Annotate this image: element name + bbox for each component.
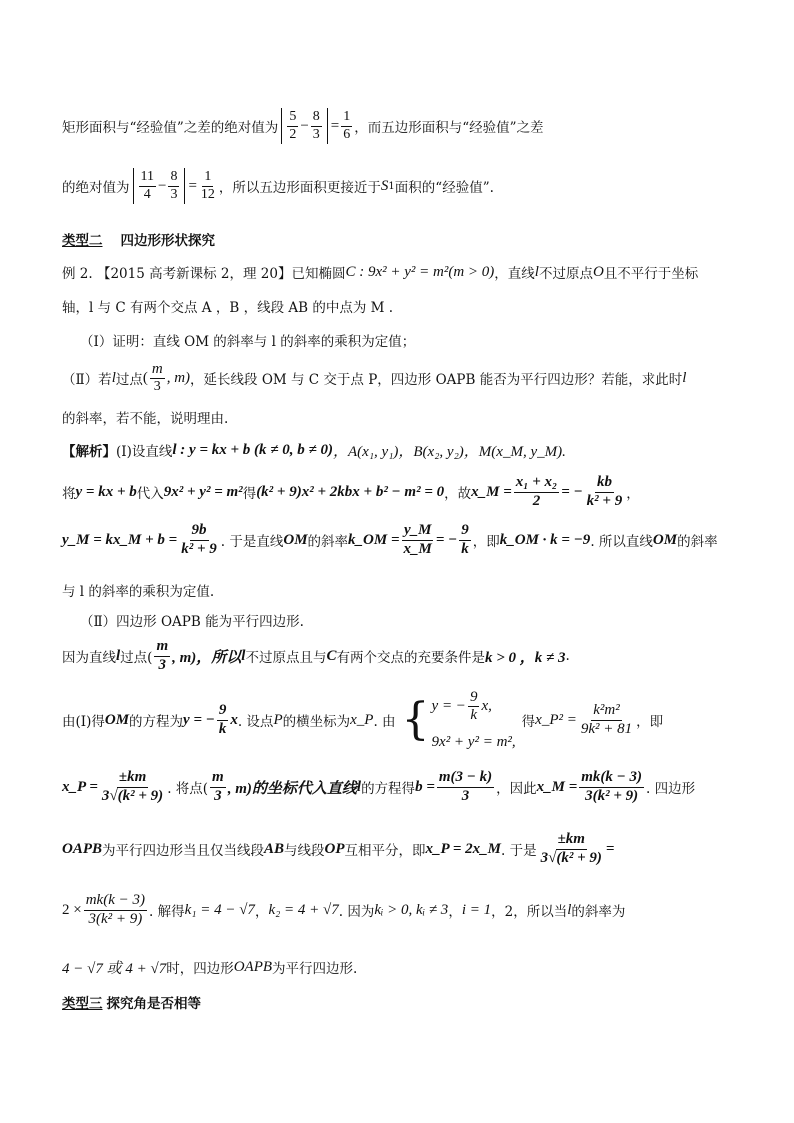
fraction — [437, 769, 494, 805]
math-part: m(3 − k) — [437, 769, 494, 787]
math-expression: x_P = — [62, 778, 98, 795]
text: 例 2. 【2015 高考新课标 2，理 20】已知椭圆 — [62, 266, 346, 282]
math-expression: C : 9x² + y² = m²(m > 0) — [345, 263, 495, 280]
text: ， — [254, 904, 269, 920]
math-part: k² + 9 — [586, 492, 623, 509]
math-part: x₁ + x₂ — [514, 474, 560, 492]
math-expression: ，A(x₁, y₁)，B(x₂, y₂)，M(x_M, y_M). — [333, 443, 566, 460]
math-expression: x_M = — [536, 778, 578, 795]
math-part: m — [150, 361, 165, 379]
text: 时，四边形 — [166, 961, 234, 977]
math-part: 1 — [341, 109, 352, 126]
text: 互相平分，即 — [344, 843, 426, 859]
text-line-13 — [62, 636, 744, 676]
fraction — [459, 522, 471, 558]
text-line-8 — [62, 440, 744, 460]
text-line-5 — [80, 330, 744, 350]
fraction — [139, 169, 156, 202]
text: ，所以五边形面积更接近于 — [218, 180, 381, 196]
math-symbol: x — [230, 711, 238, 728]
math-expression: y_M = kx_M + b = — [62, 531, 178, 548]
fraction — [402, 522, 434, 558]
fraction — [468, 689, 480, 725]
text: 得 — [521, 714, 536, 730]
text: . 所以直线 — [590, 534, 653, 550]
math-part: 9b — [190, 522, 209, 540]
math-expression: (k² + 9)x² + 2kbx + b² − m² = 0 — [256, 483, 445, 500]
math-expression: = − — [435, 531, 458, 548]
math-part: k — [218, 720, 227, 737]
text-line-10 — [62, 520, 744, 560]
math-symbol: l — [241, 647, 246, 664]
text-line-3 — [62, 262, 744, 282]
math-expression: k_OM · k = −9 — [499, 531, 591, 548]
text-line-6: （Ⅱ）若 l 过点 ( $\frac{m}{3}$ , m) ，延长线段 OM 与 C 交于点 P，四边形 OAPB 能否为平行四边形？若能，求此时 l — [62, 360, 687, 395]
fraction — [210, 769, 226, 805]
text: ，而五边形面积与“经验值”之差 — [354, 120, 544, 136]
text-line-1: 矩形面积与“经验值”之差的绝对值为 $\frac{5}{2}$ − $\frac{8}{3}$ = $\frac{1}{6}$ ，而五边形面积与“经验值”之差 — [62, 106, 744, 146]
math-symbol: OM — [652, 531, 678, 548]
math-part: x, — [481, 698, 492, 714]
math-part: m — [154, 638, 170, 656]
fraction — [579, 702, 634, 738]
text: 为平行四边形. — [272, 961, 358, 977]
math-expression: k > 0 ，k ≠ 3 — [484, 649, 566, 666]
text: 因为直线 — [62, 650, 116, 666]
math-expression: b = — [415, 778, 435, 795]
math-expression: kᵢ > 0, kᵢ ≠ 3 — [374, 901, 449, 918]
text-line-11 — [62, 580, 744, 600]
math-symbol: l — [567, 901, 572, 918]
section-heading-type-3 — [62, 992, 744, 1012]
math-expression: x_M = — [471, 483, 512, 500]
text: 的斜率 — [677, 534, 718, 550]
math-part: 3 — [158, 656, 167, 673]
text: 与 l 的斜率的乘积为定值. — [62, 584, 215, 600]
math-symbol: O — [592, 263, 604, 280]
math-part: 2 — [289, 126, 297, 142]
math-part: { — [401, 694, 430, 745]
fraction — [84, 892, 147, 928]
text: 得 — [242, 486, 257, 502]
text: （Ⅰ）证明：直线 OM 的斜率与 l 的斜率的乘积为定值； — [80, 334, 416, 350]
text-line-9 — [62, 472, 744, 512]
text: . 解得 — [148, 904, 185, 920]
fraction — [150, 361, 165, 395]
math-part: 3 — [312, 126, 320, 142]
section-title: 探究角是否相等 — [106, 996, 201, 1012]
text: . — [565, 648, 570, 664]
text: 的绝对值为 — [62, 180, 130, 196]
math-expression: 9x² + y² = m² — [163, 483, 243, 500]
math-part: 3 — [153, 379, 161, 395]
text: 矩形面积与“经验值”之差的绝对值为 — [62, 120, 279, 136]
math-part: ±km — [117, 769, 148, 787]
math-expression: x_P² = — [535, 711, 577, 728]
text: . 将点( — [167, 781, 209, 797]
math-expression: 4 − √7 或 4 + √7 — [62, 960, 167, 977]
math-part: 3√(k² + 9) — [101, 787, 164, 804]
math-expression: y = kx + b — [75, 483, 137, 500]
fraction — [341, 109, 352, 142]
text-line-17 — [62, 888, 744, 932]
text: ，因此 — [496, 781, 537, 797]
math-part: 3 — [214, 787, 222, 804]
fraction — [100, 769, 165, 805]
text: ，直线 — [494, 266, 535, 282]
fraction — [168, 169, 179, 202]
text: ，2，所以当 — [491, 904, 568, 920]
math-part: 6 — [343, 126, 351, 142]
math-expression: k₂ = 4 + √7 — [268, 901, 339, 918]
math-part: 3(k² + 9) — [88, 910, 143, 927]
math-part: k — [461, 540, 469, 557]
section-type-label: 类型三 — [62, 996, 103, 1012]
math-expression: k₁ = 4 − √7 — [184, 901, 255, 918]
text: 的横坐标为 — [282, 714, 351, 730]
math-symbol: = — [605, 840, 615, 857]
text: . 四边形 — [646, 781, 696, 797]
text: . 设点 — [237, 714, 274, 730]
math-symbol: OAPB — [233, 958, 273, 975]
math-symbol: OM — [104, 711, 130, 728]
text: ，延长线段 OM 与 C 交于点 P，四边形 OAPB 能否为平行四边形？若能，求此时 — [190, 372, 683, 388]
text: 由(Ⅰ)得 — [62, 714, 105, 730]
math-part: 12 — [200, 186, 215, 202]
text: ， — [626, 486, 640, 502]
math-part: k — [470, 707, 478, 723]
fraction — [311, 109, 322, 142]
fraction — [585, 474, 625, 510]
math-symbol: OAPB — [62, 840, 103, 857]
math-part: mk(k − 3) — [579, 769, 644, 787]
text: （Ⅱ）四边形 OAPB 能为平行四边形. — [80, 614, 304, 630]
text: 为平行四边形当且仅当线段 — [102, 843, 265, 859]
fraction — [199, 169, 217, 202]
math-part: 3(k² + 9) — [585, 787, 639, 804]
math-symbol: OM — [283, 531, 308, 548]
text: . 于是 — [501, 843, 537, 859]
math-part: 5 — [287, 109, 298, 126]
math-part: 9 — [217, 702, 229, 720]
math-expression: , m) — [166, 369, 191, 386]
math-symbol: OP — [324, 840, 345, 857]
text: (Ⅰ)设直线 — [116, 444, 173, 460]
math-symbol: S — [380, 177, 389, 194]
text: 与线段 — [284, 843, 325, 859]
math-part: m — [210, 769, 226, 787]
math-part: 3 — [170, 186, 178, 202]
math-symbol: l — [682, 369, 687, 386]
math-expression: , m)的坐标代入直线 — [227, 780, 357, 797]
text: 将 — [62, 486, 76, 502]
text-line-2: 的绝对值为 $\frac{11}{4}$ − $\frac{8}{3}$ = $\frac{1}{12}$ ，所以五边形面积更接近于 S 1 面积的“经验值”. — [62, 166, 744, 206]
section-heading-type-2 — [62, 229, 744, 249]
math-expression: i = 1 — [461, 901, 492, 918]
math-expression: = − — [561, 483, 583, 500]
text-line-15 — [62, 765, 744, 809]
fraction — [579, 769, 644, 805]
fraction — [154, 638, 170, 674]
math-part — [432, 689, 516, 725]
fraction — [539, 831, 604, 867]
text: . 由 — [373, 714, 396, 730]
math-expression: , m)，所以 — [172, 649, 242, 666]
fraction — [514, 474, 560, 510]
math-part: 3 — [461, 787, 470, 804]
math-symbol: l — [534, 263, 539, 280]
math-part: x_M — [403, 540, 432, 557]
math-part: mk(k − 3) — [84, 892, 147, 910]
text: . 因为 — [338, 904, 375, 920]
text-line-14 — [62, 690, 744, 750]
math-expression: 2 × — [62, 901, 82, 918]
text-line-16 — [62, 827, 744, 871]
math-symbol: P — [273, 711, 283, 728]
math-expression: k_OM = — [348, 531, 400, 548]
math-symbol: AB — [264, 840, 285, 857]
math-part: 9k² + 81 — [580, 720, 633, 737]
math-part: 9 — [459, 522, 471, 540]
text: ，即 — [472, 534, 500, 550]
math-symbol: C — [326, 647, 337, 664]
math-part: 4 — [143, 186, 151, 202]
fraction — [287, 109, 298, 142]
text: 的斜率，若不能，说明理由. — [62, 411, 229, 427]
math-part: y = − — [431, 698, 466, 714]
text: （Ⅱ）若 — [62, 372, 112, 388]
absolute-value: $\frac{11}{4}$ − $\frac{8}{3}$ — [133, 168, 186, 203]
text-line-4 — [62, 296, 744, 316]
math-part: 2 — [532, 492, 541, 509]
fraction — [217, 702, 229, 738]
text-line-18 — [62, 955, 744, 979]
math-symbol: x_P — [350, 711, 374, 728]
section-title: 四边形形状探究 — [120, 233, 215, 249]
text: 不过原点 — [538, 266, 593, 282]
text: 轴，l 与 C 有两个交点 A ，B ，线段 AB 的中点为 M . — [62, 300, 394, 316]
math-part: 8 — [311, 109, 322, 126]
text: 的斜率为 — [571, 904, 626, 920]
math-part: y_M — [402, 522, 434, 540]
text: ， — [448, 904, 462, 920]
math-symbol: l — [116, 647, 121, 664]
math-part: 11 — [139, 169, 156, 186]
text: 有两个交点的充要条件是 — [336, 650, 485, 666]
math-expression: x_P = 2x_M — [425, 840, 502, 857]
math-expression: l : y = kx + b (k ≠ 0, b ≠ 0) — [172, 441, 333, 458]
text: . 于是直线 — [220, 534, 284, 550]
math-part: k² + 9 — [181, 540, 217, 557]
text: ，故 — [444, 486, 472, 502]
text: 过点 — [115, 372, 143, 388]
math-symbol: l — [111, 369, 116, 386]
math-part: ±km — [556, 831, 587, 849]
math-part: 1 — [202, 169, 213, 186]
math-part: 8 — [168, 169, 179, 186]
math-part: 9 — [468, 689, 480, 707]
text: 的斜率 — [307, 534, 349, 550]
text-line-7 — [62, 407, 744, 427]
math-symbol: l — [356, 778, 362, 795]
math-part: 3√(k² + 9) — [540, 849, 602, 866]
section-type-label: 类型二 — [62, 233, 103, 249]
text: 代入 — [136, 486, 164, 502]
absolute-value: $\frac{5}{2}$ − $\frac{8}{3}$ — [281, 108, 327, 143]
text: 的方程为 — [129, 714, 184, 730]
math-part: kb — [595, 474, 614, 492]
text: 的方程得 — [361, 781, 416, 797]
math-part: 9x² + y² = m², — [431, 734, 516, 751]
text: 且不平行于坐标 — [603, 266, 699, 282]
fraction — [179, 522, 219, 558]
text: 过点( — [120, 650, 153, 666]
text: ，即 — [636, 714, 664, 730]
text: 面积的“经验值”. — [394, 180, 494, 196]
math-expression: y = − — [183, 711, 215, 728]
math-part: k²m² — [591, 702, 621, 720]
text-line-12 — [80, 610, 744, 630]
equation-system — [402, 689, 516, 752]
text: 不过原点且与 — [245, 650, 327, 666]
solution-label: 【解析】 — [62, 444, 116, 460]
